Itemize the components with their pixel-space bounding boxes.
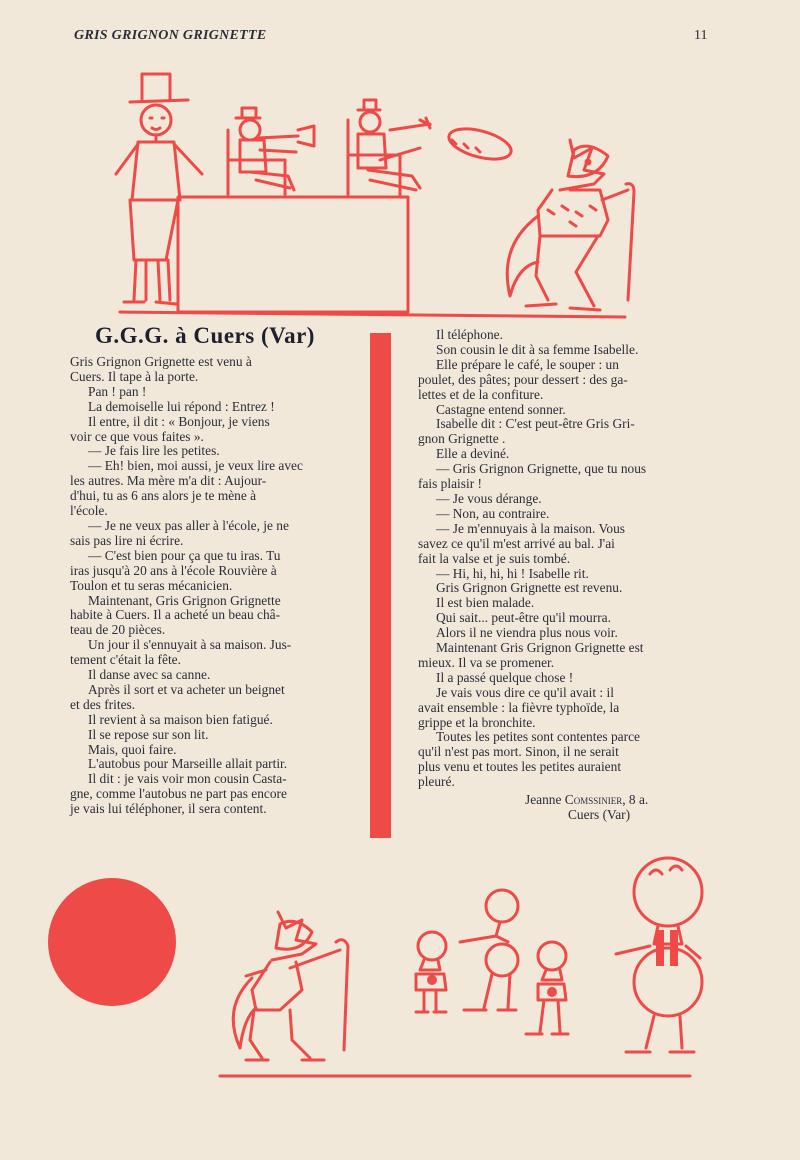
article-line: — C'est bien pour ça que tu iras. Tu	[88, 547, 281, 563]
stage-scene-drawing	[100, 60, 660, 322]
article-line: Gris Grignon Grignette est venu à	[70, 354, 252, 369]
article-line: Toulon et tu seras mécanicien.	[70, 577, 233, 593]
signature-surname: Comssinier	[564, 792, 623, 807]
article-line: Elle a deviné.	[436, 446, 510, 462]
article-line: grippe et la bronchite.	[418, 714, 536, 730]
article-line: — Je m'ennuyais à la maison. Vous	[436, 520, 625, 536]
article-line: qu'il n'est pas mort. Sinon, il ne serait	[418, 744, 619, 760]
article-line: fait la valse et je suis tombé.	[418, 550, 571, 566]
article-line: — Non, au contraire.	[436, 505, 550, 521]
article-line: poulet, des pâtes; pour dessert : des ga-	[418, 371, 628, 387]
article-line: savez ce qu'il m'est arrivé au bal. J'ai	[418, 535, 615, 551]
article-line: Maintenant Gris Grignon Grignette est	[436, 640, 644, 656]
article-line: l'école.	[70, 503, 108, 519]
article-line: gnon Grignette .	[418, 431, 506, 447]
article-line: fais plaisir !	[418, 476, 482, 492]
article-line: Je vais vous dire ce qu'il avait : il	[436, 684, 614, 700]
article-line: voir ce que vous faites ».	[70, 428, 204, 444]
article-line: pleuré.	[418, 774, 455, 790]
bottom-scene-drawing	[40, 850, 720, 1090]
article-line: Il entre, il dit : « Bonjour, je viens	[88, 413, 270, 429]
article-line: — Hi, hi, hi, hi ! Isabelle rit.	[436, 565, 589, 581]
article-line: Qui sait... peut-être qu'il mourra.	[436, 610, 611, 626]
article-line: Isabelle dit : C'est peut-être Gris Gri-	[436, 416, 635, 432]
article-line: Il est bien malade.	[436, 595, 535, 611]
article-column-left	[70, 355, 360, 817]
page-number: 11	[694, 28, 708, 43]
article-line: les autres. Ma mère m'a dit : Aujour-	[70, 473, 267, 489]
article-line: et des frites.	[70, 696, 136, 712]
article-line: gne, comme l'autobus ne part pas encore	[70, 786, 287, 802]
article-line: Il se repose sur son lit.	[88, 726, 209, 742]
article-line: Elle prépare le café, le souper : un	[436, 356, 619, 372]
article-line: — Je fais lire les petites.	[88, 443, 220, 459]
article-column-right	[418, 328, 708, 790]
article-line: Il dit : je vais voir mon cousin Casta-	[88, 771, 287, 787]
article-line: iras jusqu'à 20 ans à l'école Rouvière à	[70, 562, 277, 578]
article-line: sais pas lire ni écrire.	[70, 532, 184, 548]
article-line: teau de 20 pièces.	[70, 622, 166, 638]
article-line: Il danse avec sa canne.	[88, 667, 211, 683]
article-line: Toutes les petites sont contentes parce	[436, 729, 640, 745]
article-line: — Je ne veux pas aller à l'école, je ne	[88, 517, 289, 533]
article-line: Il a passé quelque chose !	[436, 669, 574, 685]
article-line: Maintenant, Gris Grignon Grignette	[88, 592, 281, 608]
article-line: lettes et de la confiture.	[418, 386, 544, 402]
signature-age: , 8 a.	[622, 792, 649, 807]
article-line: Après il sort et va acheter un beignet	[88, 681, 285, 697]
article-line: avait ensemble : la fièvre typhoïde, la	[418, 699, 620, 715]
article-line: Cuers. Il tape à la porte.	[70, 368, 199, 384]
article-line: Son cousin le dit à sa femme Isabelle.	[436, 341, 639, 357]
column-divider-bar	[370, 333, 391, 838]
article-line: tement c'était la fête.	[70, 652, 181, 668]
article-line: plus venu et toutes les petites auraient	[418, 759, 622, 775]
article-line: — Eh! bien, moi aussi, je veux lire avec	[88, 458, 303, 474]
article-title: G.G.G. à Cuers (Var)	[95, 323, 315, 348]
article-line: d'hui, tu as 6 ans alors je te mène à	[70, 488, 257, 504]
article-line: je vais lui téléphoner, il sera content.	[70, 801, 267, 817]
article-line: habite à Cuers. Il a acheté un beau châ-	[70, 607, 281, 623]
article-line: Mais, quoi faire.	[88, 741, 177, 757]
signature-place: Cuers (Var)	[568, 807, 631, 822]
article-line: Alors il ne viendra plus nous voir.	[436, 625, 618, 641]
article-line: — Je vous dérange.	[436, 490, 542, 506]
article-line: L'autobus pour Marseille allait partir.	[88, 756, 288, 772]
article-line: Gris Grignon Grignette est revenu.	[436, 580, 623, 596]
sun-disc	[48, 878, 176, 1006]
article-line: Un jour il s'ennuyait à sa maison. Jus-	[88, 637, 292, 653]
article-line: Il téléphone.	[436, 327, 503, 342]
article-signature	[525, 792, 648, 808]
article-line: Il revient à sa maison bien fatigué.	[88, 711, 273, 727]
article-line: Pan ! pan !	[88, 383, 147, 399]
article-line: mieux. Il va se promener.	[418, 654, 555, 670]
article-line: Castagne entend sonner.	[436, 401, 566, 417]
signature-first-name: Jeanne	[525, 792, 565, 807]
running-header-title: GRIS GRIGNON GRIGNETTE	[74, 28, 267, 43]
article-line: — Gris Grignon Grignette, que tu nous	[436, 461, 647, 477]
article-line: La demoiselle lui répond : Entrez !	[88, 398, 275, 414]
